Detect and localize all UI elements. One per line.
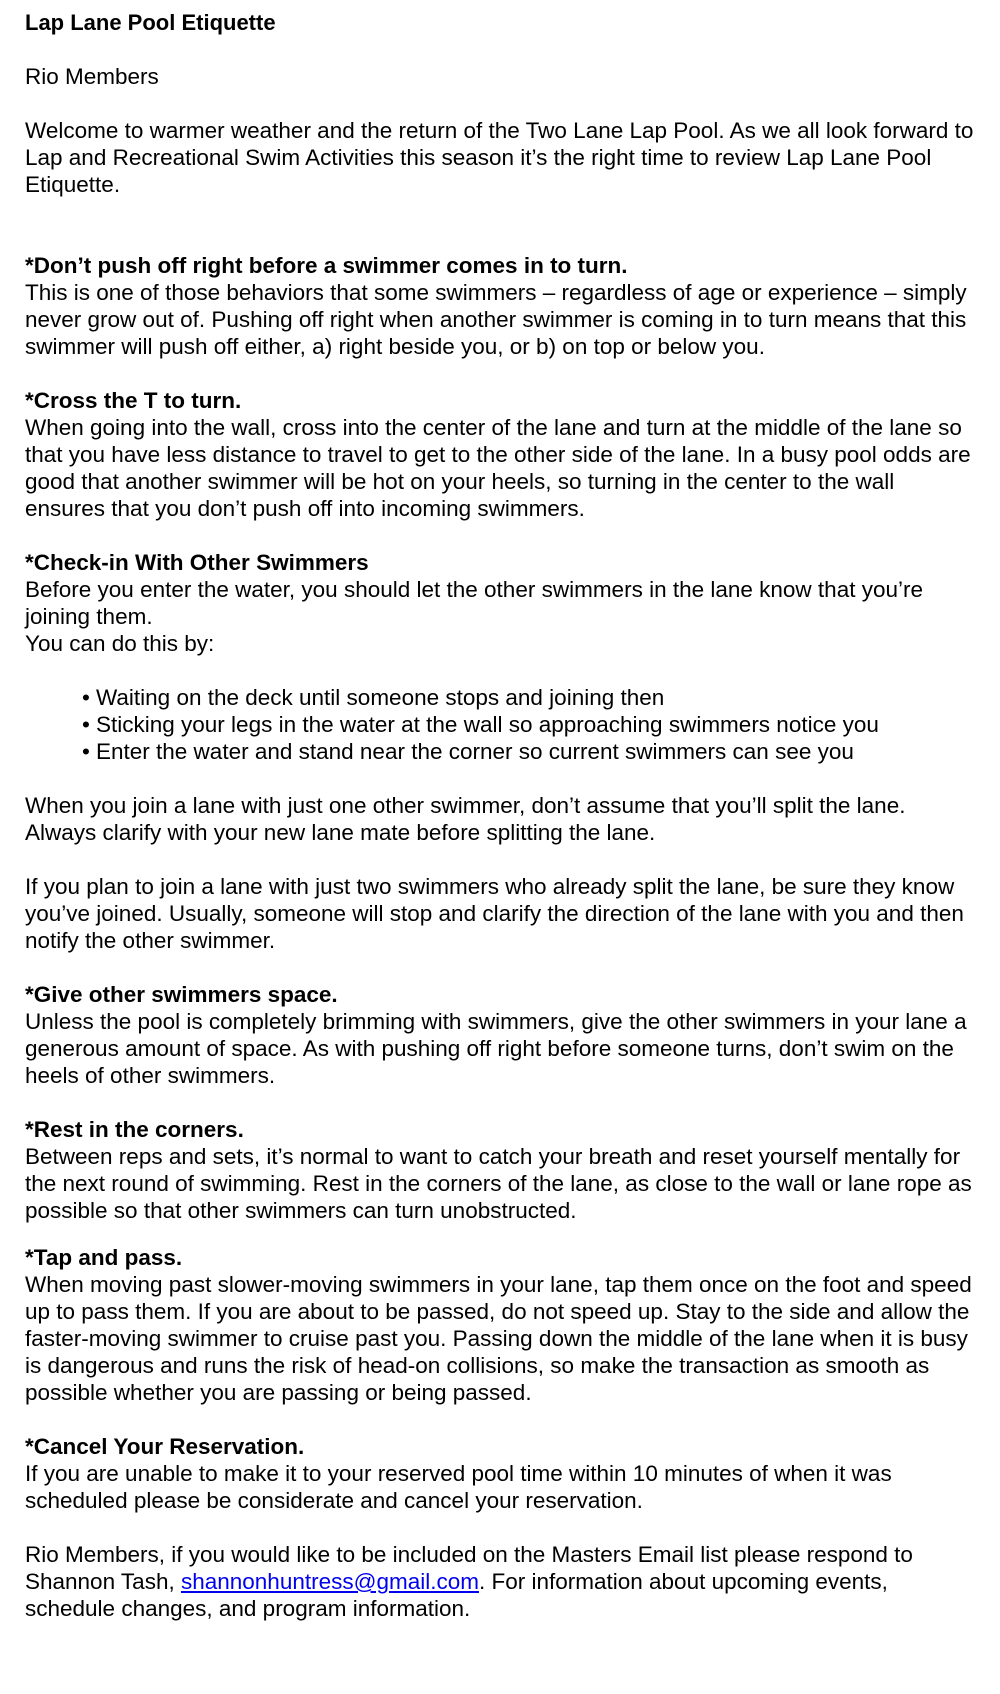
- bullet-item: • Waiting on the deck until someone stops and joining then: [71, 684, 975, 711]
- section-heading: *Don’t push off right before a swimmer comes in to turn.: [25, 253, 628, 278]
- intro-paragraph: Welcome to warmer weather and the return of the Two Lane Lap Pool. As we all look forward to Lap and Recreational Swim Activities this season it’s the right time to review Lap Lane Pool Etiquette.: [25, 118, 974, 197]
- bullet-item: • Enter the water and stand near the corner so current swimmers can see you: [71, 738, 975, 765]
- bullet-list: [25, 684, 975, 765]
- section-body: Unless the pool is completely brimming with swimmers, give the other swimmers in your lane a generous amount of space. As with pushing off right before someone turns, don’t swim on the heels of other swimmers.: [25, 1009, 967, 1088]
- section-body: You can do this by:: [25, 631, 215, 656]
- document: [25, 9, 975, 1622]
- section-heading: *Rest in the corners.: [25, 1117, 244, 1142]
- section-body: If you are unable to make it to your reserved pool time within 10 minutes of when it was scheduled please be considerate and cancel your reservation.: [25, 1461, 892, 1513]
- email-link[interactable]: shannonhuntress@gmail.com: [180, 1569, 479, 1594]
- section-body: When moving past slower-moving swimmers in your lane, tap them once on the foot and speed up to pass them. If you are about to be passed, do not speed up. Stay to the side and allow the faster-moving swimmer to cruise past you. Passing down the middle of the lane when it is busy is dangerous and runs the risk of head-on collisions, so make the transaction as smooth as possible whether you are passing or being passed.: [25, 1272, 972, 1405]
- section-heading: *Check-in With Other Swimmers: [25, 550, 369, 575]
- closing-paragraph: [25, 1541, 975, 1622]
- document-title: Lap Lane Pool Etiquette: [25, 10, 276, 35]
- section-body: When going into the wall, cross into the center of the lane and turn at the middle of the lane so that you have less distance to travel to get to the other side of the lane. In a busy pool odds are good that another swimmer will be hot on your heels, so turning in the center to the wall ensures that you don’t push off into incoming swimmers.: [25, 415, 971, 521]
- section-heading: *Cross the T to turn.: [25, 388, 242, 413]
- section-body: When you join a lane with just one other swimmer, don’t assume that you’ll split the lane. Always clarify with your new lane mate before splitting the lane.: [25, 793, 906, 845]
- bullet-item: • Sticking your legs in the water at the wall so approaching swimmers notice you: [71, 711, 975, 738]
- section-body: Before you enter the water, you should let the other swimmers in the lane know that you’re joining them.: [25, 577, 923, 629]
- closing-text: . For information about upcoming events, schedule changes, and program information.: [25, 1569, 888, 1621]
- section-body: If you plan to join a lane with just two swimmers who already split the lane, be sure they know you’ve joined. Usually, someone will stop and clarify the direction of the lane with you and then notify the other swimmer.: [25, 874, 964, 953]
- section-body: This is one of those behaviors that some swimmers – regardless of age or experience – simply never grow out of. Pushing off right when another swimmer is coming in to turn means that this swimmer will push off either, a) right beside you, or b) on top or below you.: [25, 280, 967, 359]
- section-heading: *Give other swimmers space.: [25, 982, 338, 1007]
- section-heading: *Tap and pass.: [25, 1245, 183, 1270]
- greeting: Rio Members: [25, 64, 159, 89]
- closing-text: Rio Members, if you would like to be included on the Masters Email list please respond to Shannon Tash,: [25, 1542, 913, 1594]
- section-heading: *Cancel Your Reservation.: [25, 1434, 305, 1459]
- section-body: Between reps and sets, it’s normal to want to catch your breath and reset yourself mentally for the next round of swimming. Rest in the corners of the lane, as close to the wall or lane rope as possible so that other swimmers can turn unobstructed.: [25, 1144, 972, 1223]
